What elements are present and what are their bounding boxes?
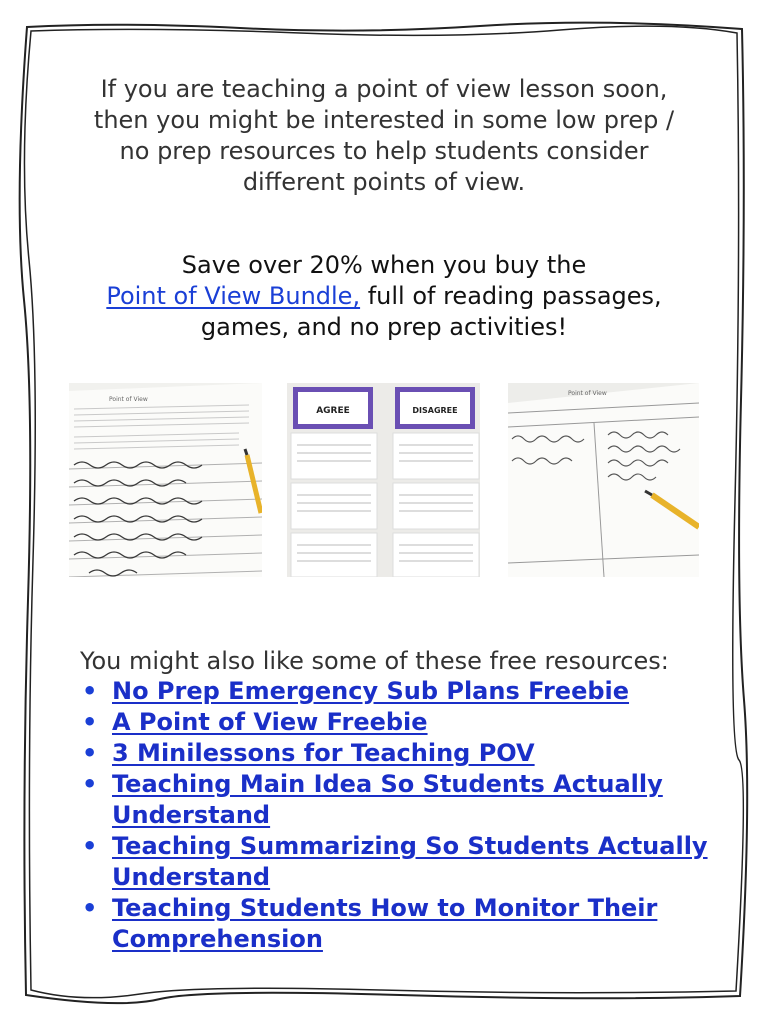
list-item	[80, 707, 720, 738]
intro-line: then you might be interested in some low prep /	[93, 106, 675, 134]
disagree-card-label: DISAGREE	[412, 406, 458, 415]
worksheet-writing-photo	[69, 383, 262, 577]
list-item	[80, 676, 720, 707]
agree-card-label: AGREE	[316, 406, 350, 416]
promo-line: games, and no prep activities!	[200, 313, 568, 341]
bullet-icon: •	[82, 708, 98, 736]
resource-link-main-idea[interactable]: Teaching Main Idea So Students Actually Understand	[112, 770, 663, 829]
agree-disagree-cards-photo	[287, 383, 480, 577]
promo-line: Save over 20% when you buy the	[181, 251, 587, 279]
resource-link-minilessons[interactable]: 3 Minilessons for Teaching POV	[112, 739, 535, 767]
bundle-link[interactable]: Point of View Bundle,	[106, 282, 361, 310]
resources-heading: You might also like some of these free resources:	[80, 647, 669, 675]
resource-link-sub-plans[interactable]: No Prep Emergency Sub Plans Freebie	[112, 677, 630, 705]
intro-line: If you are teaching a point of view lesson soon,	[100, 75, 668, 103]
bullet-icon: •	[82, 894, 98, 922]
list-item	[80, 893, 720, 955]
intro-paragraph	[60, 74, 708, 198]
intro-line: no prep resources to help students consider	[119, 137, 649, 165]
worksheet-title: Point of View	[568, 390, 607, 397]
resource-link-summarizing[interactable]: Teaching Summarizing So Students Actually Understand	[112, 832, 708, 891]
bullet-icon: •	[82, 739, 98, 767]
list-item	[80, 831, 720, 893]
list-item	[80, 769, 720, 831]
promo-line-rest: full of reading passages,	[360, 282, 662, 310]
intro-line: different points of view.	[242, 168, 526, 196]
two-column-worksheet-photo	[508, 383, 699, 577]
bullet-icon: •	[82, 677, 98, 705]
bullet-icon: •	[82, 770, 98, 798]
promo-line	[60, 281, 708, 312]
resource-link-monitor-comprehension[interactable]: Teaching Students How to Monitor Their Comprehension	[112, 894, 658, 953]
resource-link-pov-freebie[interactable]: A Point of View Freebie	[112, 708, 428, 736]
bundle-promo	[60, 250, 708, 343]
worksheet-title: Point of View	[109, 396, 148, 403]
bullet-icon: •	[82, 832, 98, 860]
resources-list	[80, 676, 720, 955]
list-item	[80, 738, 720, 769]
